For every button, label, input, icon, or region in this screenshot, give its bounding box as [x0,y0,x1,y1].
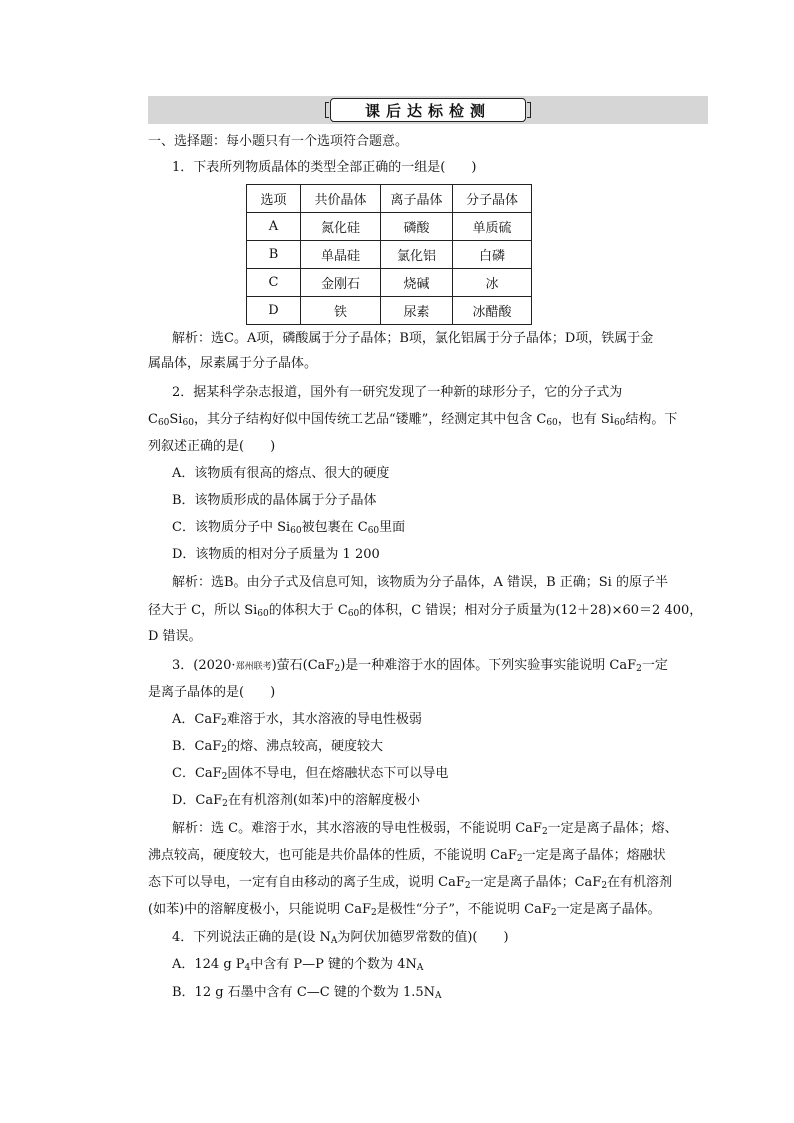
subscript: 2 [464,881,471,891]
subscript: 2 [222,799,228,809]
table-cell: 氮化硅 [301,213,381,241]
table-cell: 单质硫 [453,213,532,241]
table-cell: 单晶硅 [301,241,381,269]
question-2-analysis-end: D 错误。 [148,629,202,644]
source-label: 郑州联考 [235,662,272,672]
question-1-stem: 1．下表所列物质晶体的类型全部正确的一组是( ) [172,160,477,175]
subscript: A [330,936,338,946]
text-run: 的体积，C 错误；相对分子质量为(12＋28)×60＝2 400， [359,603,703,618]
question-1-analysis-cont: 属晶体，尿素属于分子晶体。 [148,356,318,371]
question-3-analysis-cont [148,846,666,866]
question-2-stem-cont [148,410,677,430]
table-header-cell: 分子晶体 [453,185,532,213]
table-header-row [247,185,532,213]
text-run: )是一种难溶于水的固体。下列实验事实能说明 CaF [340,658,637,673]
text-run: 中含有 P—P 键的个数为 4N [250,957,417,972]
subscript: A [416,963,424,973]
question-3-stem [172,656,668,677]
table-cell: 磷酸 [381,213,453,241]
subscript: 2 [221,718,227,728]
question-2-stem-end: 列叙述正确的是( ) [148,439,276,454]
text-run: C．该物质分子中 Si [172,520,291,535]
question-3-option-c [172,764,448,784]
question-2-stem: 2．据某科学杂志报道，国外有一研究发现了一种新的球形分子，它的分子式为 [172,385,623,400]
table-row [247,297,532,325]
subscript: 2 [541,827,548,837]
text-run: B．12 g 石墨中含有 C—C 键的个数为 1.5N [172,985,436,1000]
question-1-analysis: 解析：选C。A项，磷酸属于分子晶体；B项，氯化铝属于分子晶体；D项，铁属于金 [172,331,654,346]
question-2-option-b: B．该物质形成的晶体属于分子晶体 [172,493,377,508]
text-run: 一定是离子晶体。 [556,902,661,917]
text-run: 的体积大于 C [268,603,348,618]
text-run: 固体不导电，但在熔融状态下可以导电 [227,766,449,781]
question-2-option-c [172,518,405,538]
text-run: (如苯)中的溶解度极小，只能说明 CaF [148,902,371,917]
table-cell: 金刚石 [301,269,381,297]
question-3-option-a [172,710,422,730]
text-run: Si [169,412,183,427]
question-3-option-b [172,737,383,757]
question-4-option-b [172,983,442,1003]
text-run: 被包裹在 C [301,520,368,535]
crystal-type-table [246,184,532,325]
subscript: A [435,991,442,1001]
question-2-option-a: A．该物质有很高的熔点、很大的硬度 [172,466,390,481]
text-run: 一定是离子晶体；熔、 [547,821,678,836]
table-cell: A [247,213,301,241]
table-cell: 冰 [453,269,532,297]
table-cell: 尿素 [381,297,453,325]
question-2-analysis: 解析：选B。由分子式及信息可知，该物质为分子晶体，A 错误，B 正确；Si 的原子半 [172,575,668,590]
question-3-analysis-end [148,900,661,920]
table-cell: B [247,241,301,269]
text-run: ，其分子结构好似中国传统工艺品“镂雕”，经测定其中包含 C [193,412,547,427]
subscript: 60 [290,526,302,536]
subscript: 60 [546,418,558,428]
table-header-cell: 选项 [247,185,301,213]
subscript: 2 [516,854,523,864]
text-run: A．CaF [172,712,222,727]
subscript: 60 [257,609,269,619]
question-3-analysis [172,819,678,839]
text-run: C．CaF [172,766,222,781]
subscript: 2 [636,664,642,674]
text-run: B．CaF [172,739,222,754]
text-run: 在有机溶剂 [607,875,673,890]
table-cell: 白磷 [453,241,532,269]
text-run: 3．(2020· [172,658,236,673]
subscript: 60 [347,609,360,619]
text-run: 解析：选 C。难溶于水，其水溶液的导电性极弱，不能说明 CaF [172,821,542,836]
text-run: 难溶于水，其水溶液的导电性极弱 [226,712,422,727]
text-run: )萤石(CaF [271,658,335,673]
table-cell: D [247,297,301,325]
table-cell: C [247,269,301,297]
subscript: 60 [367,526,380,536]
subscript: 2 [221,772,228,782]
subscript: 60 [157,418,170,428]
section-title: 课后达标检测 [330,98,526,122]
table-row [247,241,532,269]
question-3-option-d [172,791,420,811]
subscript: 2 [334,664,341,674]
question-3-analysis-cont [148,873,672,893]
subscript: 60 [613,418,626,428]
text-run: 径大于 C，所以 Si [148,603,258,618]
table-header-cell: 离子晶体 [381,185,453,213]
text-run: 为阿伏加德罗常数的值)( ) [337,930,509,945]
text-run: 态下可以导电，一定有自由移动的离子生成，说明 CaF [148,875,465,890]
table-row [247,213,532,241]
subscript: 2 [550,908,557,918]
text-run: 在有机溶剂(如苯)中的溶解度极小 [227,793,421,808]
table-cell: 冰醋酸 [453,297,532,325]
question-4-option-a [172,955,423,975]
text-run: 的熔、沸点较高，硬度较大 [227,739,384,754]
question-2-analysis-cont [148,601,702,621]
text-run: 结构。下 [625,412,678,427]
text-run: A．124 g P [172,957,245,972]
subscript: 2 [371,908,377,918]
text-run: C [148,412,158,427]
subscript: 2 [601,881,608,891]
text-run: 沸点较高，硬度较大，也可能是共价晶体的性质，不能说明 CaF [148,848,517,863]
text-run: D．CaF [172,793,223,808]
text-run: 一定 [641,658,668,673]
text-run: 一定是离子晶体；熔融状 [522,848,666,863]
table-cell: 铁 [301,297,381,325]
question-4-stem [172,928,509,948]
text-run: 是极性“分子”，不能说明 CaF [376,902,551,917]
subscript: 2 [221,745,228,755]
subscript: 4 [244,963,251,973]
table-cell: 氯化铝 [381,241,453,269]
text-run: ，也有 Si [557,412,614,427]
text-run: 4．下列说法正确的是(设 N [172,930,331,945]
table-row [247,269,532,297]
text-run: 一定是离子晶体；CaF [470,875,602,890]
table-header-cell: 共价晶体 [301,185,381,213]
question-3-stem-cont: 是离子晶体的是( ) [148,685,276,700]
question-2-option-d: D．该物质的相对分子质量为 1 200 [172,547,380,562]
text-run: 里面 [379,520,406,535]
subscript: 60 [182,418,194,428]
table-cell: 烧碱 [381,269,453,297]
section-instruction: 一、选择题：每小题只有一个选项符合题意。 [148,134,409,149]
